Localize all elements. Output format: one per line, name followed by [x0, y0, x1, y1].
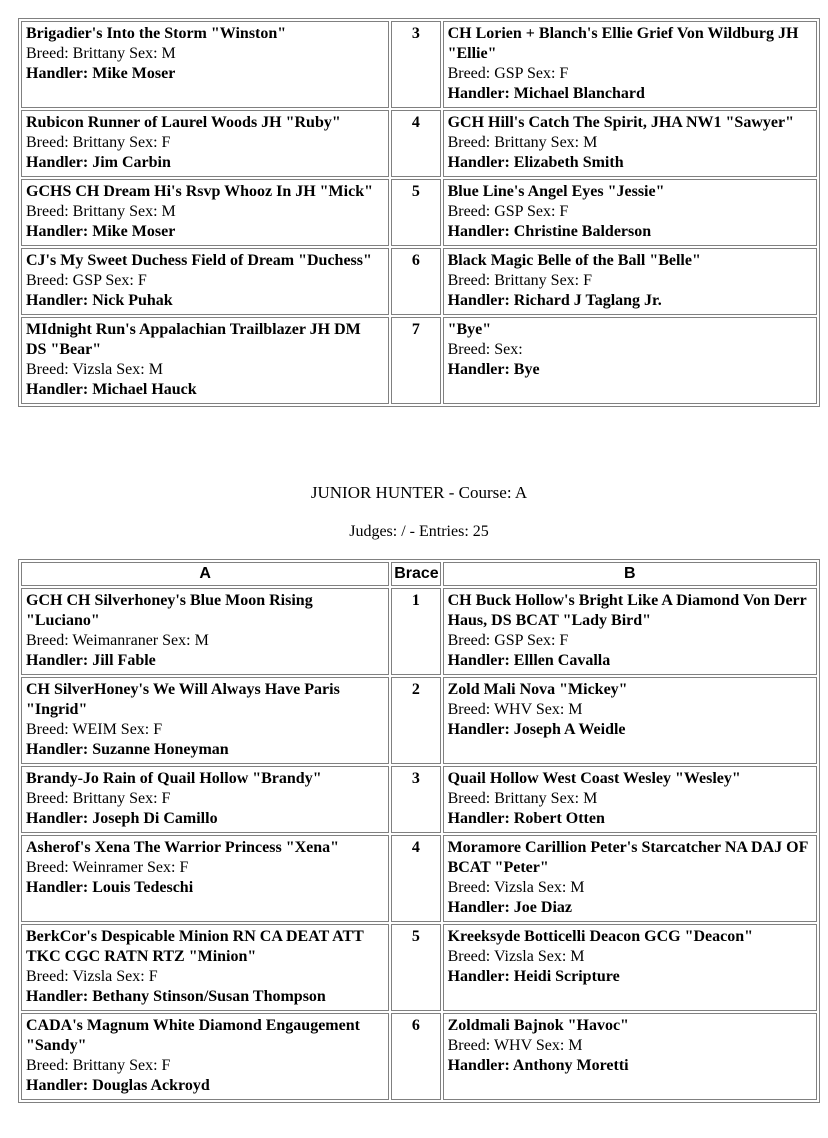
dog-name: Brandy-Jo Rain of Quail Hollow "Brandy": [26, 770, 322, 787]
brace-number: 4: [391, 835, 440, 922]
entry-cell-a: [21, 21, 389, 108]
breed-line: Breed: GSP Sex: F: [447, 65, 569, 82]
entry-cell-a: [21, 924, 389, 1011]
handler-line: Handler: Robert Otten: [447, 810, 605, 827]
entry-cell-b: [443, 677, 817, 764]
dog-name: CJ's My Sweet Duchess Field of Dream "Duchess": [26, 252, 372, 269]
entry-cell-b: [443, 179, 817, 246]
brace-number: 6: [391, 248, 440, 315]
brace-number: 5: [391, 924, 440, 1011]
brace-number: 3: [391, 766, 440, 833]
dog-name: Moramore Carillion Peter's Starcatcher NA DAJ OF BCAT "Peter": [447, 839, 808, 876]
table-row: [21, 588, 817, 675]
brace-number: 2: [391, 677, 440, 764]
dog-name: Asherof's Xena The Warrior Princess "Xena": [26, 839, 340, 856]
dog-name: Kreeksyde Botticelli Deacon GCG "Deacon": [447, 928, 753, 945]
breed-line: Breed: Weimanraner Sex: M: [26, 632, 209, 649]
dog-name: Rubicon Runner of Laurel Woods JH "Ruby": [26, 114, 341, 131]
column-header-b: B: [443, 562, 817, 586]
dog-name: Black Magic Belle of the Ball "Belle": [447, 252, 701, 269]
table-row: [21, 924, 817, 1011]
breed-line: Breed: GSP Sex: F: [447, 203, 569, 220]
entry-cell-b: [443, 835, 817, 922]
handler-line: Handler: Suzanne Honeyman: [26, 741, 229, 758]
brace-number: 1: [391, 588, 440, 675]
dog-name: Brigadier's Into the Storm "Winston": [26, 25, 287, 42]
entry-cell-a: [21, 110, 389, 177]
entry-cell-b: [443, 588, 817, 675]
handler-line: Handler: Christine Balderson: [447, 223, 652, 240]
dog-name: GCH CH Silverhoney's Blue Moon Rising "Luciano": [26, 592, 313, 629]
breed-line: Breed: Vizsla Sex: F: [26, 968, 158, 985]
table-row: [21, 317, 817, 404]
brace-table-junior-hunter-body: [21, 588, 817, 1100]
handler-line: Handler: Heidi Scripture: [447, 968, 620, 985]
column-header-brace: Brace: [391, 562, 440, 586]
breed-line: Breed: WHV Sex: M: [447, 1037, 583, 1054]
section-title: JUNIOR HUNTER - Course: A: [310, 483, 528, 502]
table-row: [21, 835, 817, 922]
entry-cell-b: [443, 766, 817, 833]
breed-line: Breed: Brittany Sex: F: [26, 790, 171, 807]
breed-line: Breed: Weinramer Sex: F: [26, 859, 189, 876]
handler-line: Handler: Anthony Moretti: [447, 1057, 629, 1074]
table-row: [21, 110, 817, 177]
breed-line: Breed: Brittany Sex: F: [26, 1057, 171, 1074]
handler-line: Handler: Bye: [447, 361, 540, 378]
handler-line: Handler: Richard J Taglang Jr.: [447, 292, 662, 309]
handler-line: Handler: Douglas Ackroyd: [26, 1077, 210, 1094]
brace-number: 3: [391, 21, 440, 108]
handler-line: Handler: Louis Tedeschi: [26, 879, 194, 896]
dog-name: CH Lorien + Blanch's Ellie Grief Von Wildburg JH "Ellie": [447, 25, 799, 62]
breed-line: Breed: GSP Sex: F: [447, 632, 569, 649]
breed-line: Breed: Brittany Sex: F: [447, 272, 593, 289]
handler-line: Handler: Mike Moser: [26, 223, 176, 240]
dog-name: BerkCor's Despicable Minion RN CA DEAT ATT TKC CGC RATN RTZ "Minion": [26, 928, 364, 965]
table-row: [21, 677, 817, 764]
breed-line: Breed: Vizsla Sex: M: [26, 361, 163, 378]
breed-line: Breed: Vizsla Sex: M: [447, 879, 585, 896]
dog-name: Quail Hollow West Coast Wesley "Wesley": [447, 770, 741, 787]
dog-name: Zold Mali Nova "Mickey": [447, 681, 628, 698]
table-header-row: [21, 562, 817, 586]
table-row: [21, 179, 817, 246]
table-row: [21, 248, 817, 315]
entry-cell-a: [21, 1013, 389, 1100]
handler-line: Handler: Mike Moser: [26, 65, 176, 82]
entry-cell-a: [21, 179, 389, 246]
handler-line: Handler: Elllen Cavalla: [447, 652, 611, 669]
column-header-a: A: [21, 562, 389, 586]
table-row: [21, 766, 817, 833]
table-row: [21, 1013, 817, 1100]
entry-cell-a: [21, 588, 389, 675]
section-info: Judges: / - Entries: 25: [349, 523, 489, 540]
breed-line: Breed: WHV Sex: M: [447, 701, 583, 718]
brace-number: 6: [391, 1013, 440, 1100]
table-row: [21, 21, 817, 108]
entry-cell-b: [443, 317, 817, 404]
breed-line: Breed: Brittany Sex: F: [26, 134, 171, 151]
dog-name: CH Buck Hollow's Bright Like A Diamond Von Derr Haus, DS BCAT "Lady Bird": [447, 592, 807, 629]
brace-number: 5: [391, 179, 440, 246]
entry-cell-a: [21, 766, 389, 833]
dog-name: GCH Hill's Catch The Spirit, JHA NW1 "Sawyer": [447, 114, 794, 131]
breed-line: Breed: Brittany Sex: M: [447, 134, 598, 151]
handler-line: Handler: Michael Blanchard: [447, 85, 645, 102]
entry-cell-b: [443, 924, 817, 1011]
brace-table-junior-hunter: [18, 559, 820, 1103]
dog-name: MIdnight Run's Appalachian Trailblazer JH DM DS "Bear": [26, 321, 361, 358]
dog-name: Zoldmali Bajnok "Havoc": [447, 1017, 629, 1034]
handler-line: Handler: Elizabeth Smith: [447, 154, 624, 171]
dog-name: GCHS CH Dream Hi's Rsvp Whooz In JH "Mick": [26, 183, 373, 200]
entry-cell-a: [21, 317, 389, 404]
breed-line: Breed: Vizsla Sex: M: [447, 948, 585, 965]
entry-cell-b: [443, 110, 817, 177]
dog-name: CH SilverHoney's We Will Always Have Paris "Ingrid": [26, 681, 340, 718]
handler-line: Handler: Nick Puhak: [26, 292, 173, 309]
handler-line: Handler: Michael Hauck: [26, 381, 197, 398]
entry-cell-b: [443, 248, 817, 315]
entry-cell-a: [21, 248, 389, 315]
dog-name: Blue Line's Angel Eyes "Jessie": [447, 183, 665, 200]
breed-line: Breed: Sex:: [447, 341, 523, 358]
entry-cell-b: [443, 21, 817, 108]
breed-line: Breed: WEIM Sex: F: [26, 721, 163, 738]
handler-line: Handler: Bethany Stinson/Susan Thompson: [26, 988, 326, 1005]
brace-number: 4: [391, 110, 440, 177]
brace-number: 7: [391, 317, 440, 404]
breed-line: Breed: Brittany Sex: M: [447, 790, 598, 807]
handler-line: Handler: Jim Carbin: [26, 154, 171, 171]
entry-cell-a: [21, 677, 389, 764]
handler-line: Handler: Jill Fable: [26, 652, 156, 669]
breed-line: Breed: Brittany Sex: M: [26, 45, 176, 62]
entry-cell-b: [443, 1013, 817, 1100]
brace-table-top-body: [21, 21, 817, 404]
breed-line: Breed: Brittany Sex: M: [26, 203, 176, 220]
dog-name: CADA's Magnum White Diamond Engaugement "Sandy": [26, 1017, 360, 1054]
breed-line: Breed: GSP Sex: F: [26, 272, 147, 289]
handler-line: Handler: Joseph A Weidle: [447, 721, 626, 738]
entry-cell-a: [21, 835, 389, 922]
handler-line: Handler: Joseph Di Camillo: [26, 810, 218, 827]
handler-line: Handler: Joe Diaz: [447, 899, 572, 916]
dog-name: "Bye": [447, 321, 492, 338]
brace-table-top: [18, 18, 820, 407]
